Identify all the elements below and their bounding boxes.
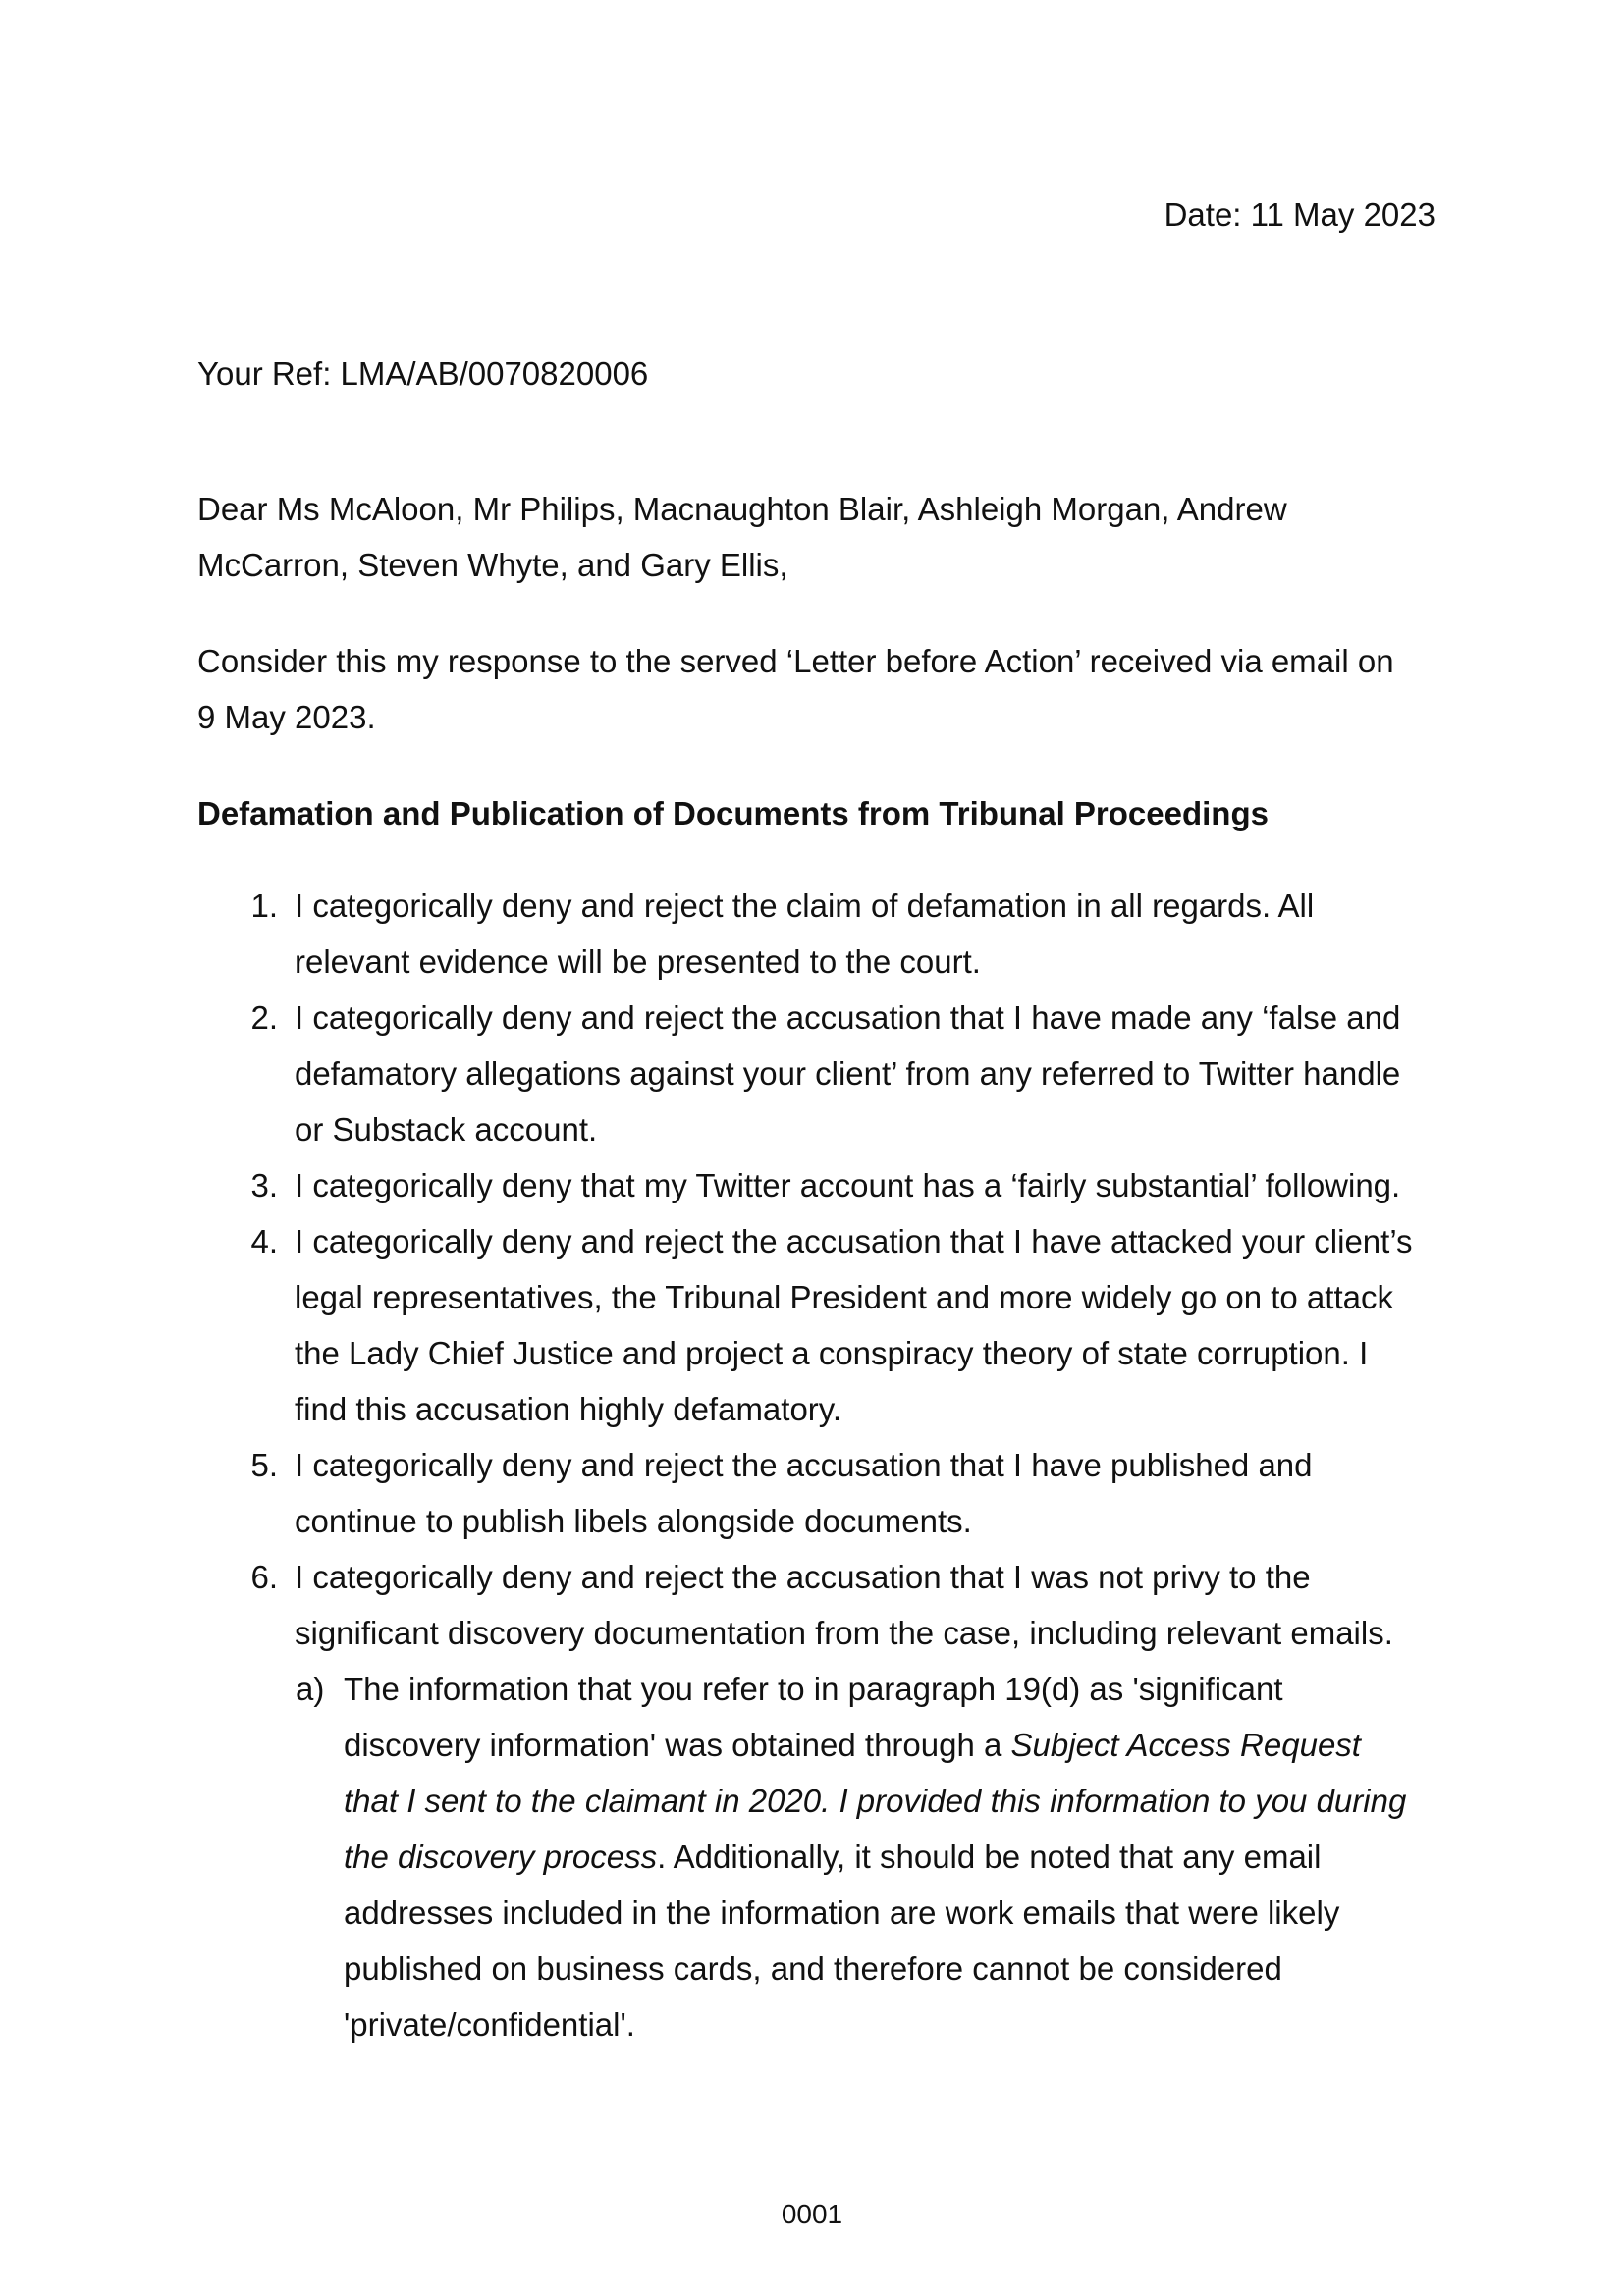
list-item-line: the Lady Chief Justice and project a conspiracy theory of state corruption. I (295, 1335, 1369, 1371)
sub-item-text-italic: the discovery process (344, 1839, 658, 1875)
list-item-number: 1. (250, 887, 278, 924)
reference-line: Your Ref: LMA/AB/0070820006 (197, 355, 649, 392)
list-item (0, 1213, 1624, 1437)
sub-item-line (344, 1717, 1406, 1773)
list-item-line: I categorically deny and reject the claim of defamation in all regards. All (295, 887, 1315, 924)
list-item-line: continue to publish libels alongside documents. (295, 1503, 972, 1539)
sub-item-text-plain: . Additionally, it should be noted that any email (657, 1839, 1322, 1875)
list-item-line: I categorically deny and reject the accusation that I have published and (295, 1447, 1313, 1483)
list-item-number: 6. (250, 1559, 278, 1595)
sub-item-line: 'private/confidential'. (344, 2006, 635, 2043)
list-item-number: 2. (250, 999, 278, 1036)
sub-item-letter: a) (296, 1671, 325, 1707)
list-item (0, 878, 1624, 989)
list-item-line: significant discovery documentation from the case, including relevant emails. (295, 1615, 1393, 1651)
sub-list-item (0, 1661, 1624, 2053)
sub-item-line: published on business cards, and therefore cannot be considered (344, 1950, 1282, 1987)
sub-item-text-italic: Subject Access Request (1010, 1727, 1361, 1763)
list-item-line: or Substack account. (295, 1111, 598, 1148)
numbered-list (0, 878, 1624, 2053)
intro-paragraph (197, 633, 1394, 745)
list-item-number: 5. (250, 1447, 278, 1483)
list-item (0, 989, 1624, 1157)
list-item-line: relevant evidence will be presented to the court. (295, 943, 981, 980)
list-item (0, 1157, 1624, 1213)
page-number: 0001 (781, 2199, 843, 2229)
list-item-text (295, 1549, 1393, 1661)
section-heading: Defamation and Publication of Documents from Tribunal Proceedings (197, 795, 1269, 831)
list-item-line: find this accusation highly defamatory. (295, 1391, 842, 1427)
sub-item-line (344, 1829, 1406, 1885)
salutation-line: McCarron, Steven Whyte, and Gary Ellis, (197, 547, 788, 583)
list-item-line: I categorically deny and reject the accusation that I was not privy to the (295, 1559, 1311, 1595)
list-item-number: 4. (250, 1223, 278, 1259)
list-item-number: 3. (250, 1167, 278, 1203)
list-item-text (295, 1157, 1400, 1213)
sub-item-line: addresses included in the information are work emails that were likely (344, 1895, 1340, 1931)
list-item-text (295, 1437, 1313, 1549)
list-item-text (295, 878, 1314, 989)
intro-line: 9 May 2023. (197, 699, 376, 735)
salutation-line: Dear Ms McAloon, Mr Philips, Macnaughton Blair, Ashleigh Morgan, Andrew (197, 491, 1287, 527)
list-item-text (295, 1213, 1413, 1437)
intro-line: Consider this my response to the served ‘Letter before Action’ received via email on (197, 643, 1394, 679)
sub-item-line (344, 1773, 1406, 1829)
sub-item-text-italic: that I sent to the claimant in 2020. I provided this information to you during (344, 1783, 1407, 1819)
list-item-line: defamatory allegations against your client’ from any referred to Twitter handle (295, 1055, 1401, 1092)
list-item (0, 1437, 1624, 1549)
sub-item-line: The information that you refer to in paragraph 19(d) as 'significant (344, 1671, 1283, 1707)
sub-item-text-plain: discovery information' was obtained through a (344, 1727, 1011, 1763)
list-item-line: I categorically deny and reject the accusation that I have made any ‘false and (295, 999, 1401, 1036)
list-item (0, 1549, 1624, 1661)
list-item-line: I categorically deny that my Twitter account has a ‘fairly substantial’ following. (295, 1167, 1401, 1203)
list-item-line: legal representatives, the Tribunal President and more widely go on to attack (295, 1279, 1393, 1315)
sub-item-text (344, 1661, 1406, 2053)
letter-date: Date: 11 May 2023 (1164, 196, 1435, 233)
list-item-text (295, 989, 1400, 1157)
salutation (197, 481, 1287, 593)
list-item-line: I categorically deny and reject the accusation that I have attacked your client’s (295, 1223, 1413, 1259)
